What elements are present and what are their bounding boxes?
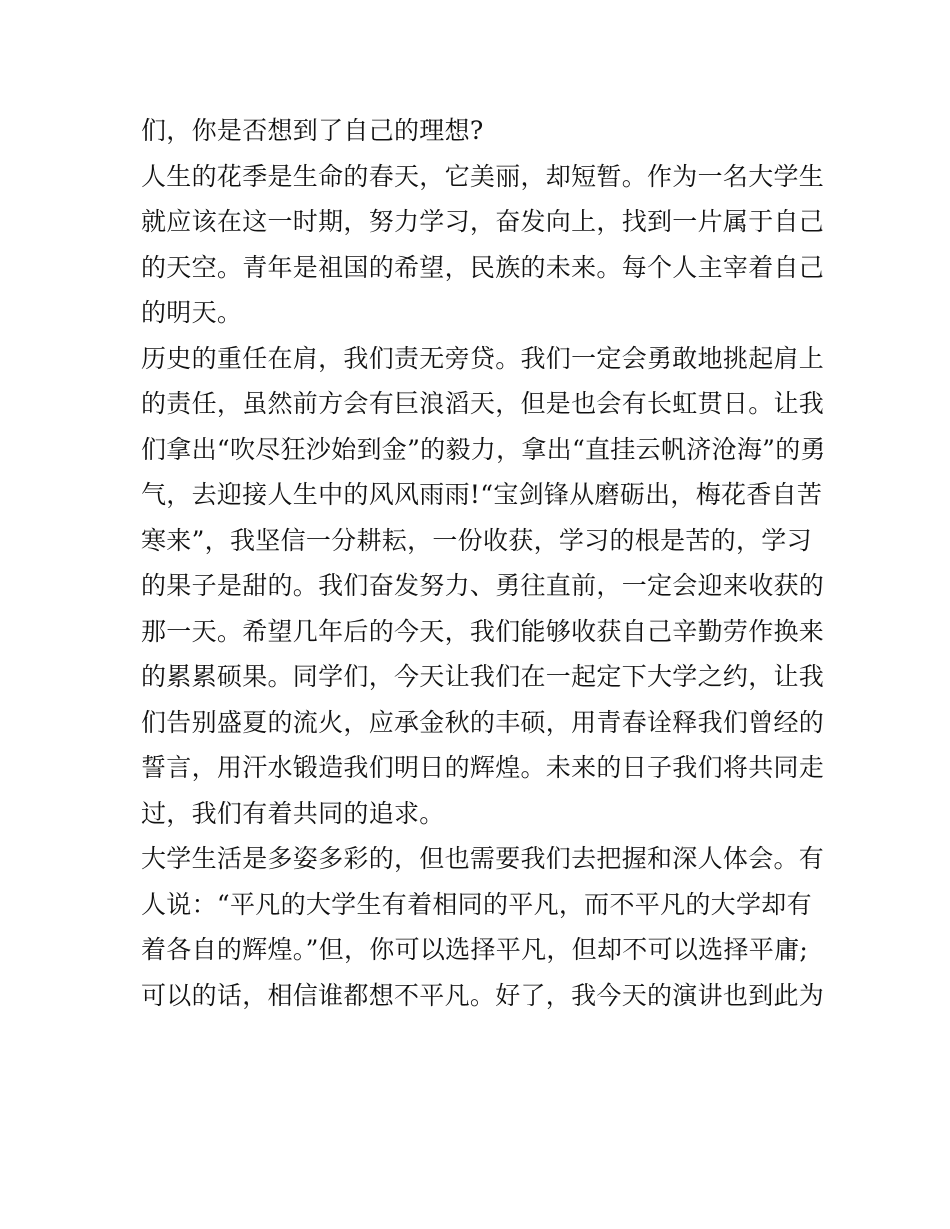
text-line: 们告别盛夏的流火，应承金秋的丰硕，用青春诠释我们曾经的	[141, 707, 825, 737]
text-line: 就应该在这一时期，努力学习，奋发向上，找到一片属于自己	[141, 207, 825, 236]
text-line: 的果子是甜的。我们奋发努力、勇往直前，一定会迎来收获的	[141, 571, 825, 600]
text-line: 们拿出“吹尽狂沙始到金”的毅力，拿出“直挂云帆济沧海”的勇	[141, 434, 826, 464]
text-line: 寒来”，我坚信一分耕耘，一份收获，学习的根是苦的，学习	[141, 525, 812, 555]
text-line: 的天空。青年是祖国的希望，民族的未来。每个人主宰着自己	[141, 252, 825, 282]
text-line: 的明天。	[141, 298, 243, 327]
text-line: 气，去迎接人生中的风风雨雨!“宝剑锋从磨砺出，梅花香自苦	[141, 480, 823, 509]
text-line: 人说：“平凡的大学生有着相同的平凡，而不平凡的大学却有	[141, 889, 812, 919]
text-line: 历史的重任在肩，我们责无旁贷。我们一定会勇敢地挑起肩上	[141, 343, 825, 373]
text-line: 人生的花季是生命的春天，它美丽，却短暂。作为一名大学生	[141, 161, 825, 191]
text-line: 的累累硕果。同学们，今天让我们在一起定下大学之约，让我	[141, 662, 825, 691]
text-line: 过，我们有着共同的追求。	[141, 798, 445, 828]
text-line: 的责任，虽然前方会有巨浪滔天，但是也会有长虹贯日。让我	[141, 389, 825, 418]
text-line: 们，你是否想到了自己的理想?	[141, 116, 484, 145]
text-line: 大学生活是多姿多彩的，但也需要我们去把握和深人体会。有	[141, 844, 825, 873]
text-line: 着各自的辉煌。”但，你可以选择平凡，但却不可以选择平庸;	[141, 935, 809, 964]
body-text	[141, 108, 826, 1018]
text-line: 可以的话，相信谁都想不平凡。好了，我今天的演讲也到此为	[141, 980, 825, 1010]
text-line: 那一天。希望几年后的今天，我们能够收获自己辛勤劳作换来	[141, 616, 825, 646]
text-line: 誓言，用汗水锻造我们明日的辉煌。未来的日子我们将共同走	[141, 753, 825, 782]
